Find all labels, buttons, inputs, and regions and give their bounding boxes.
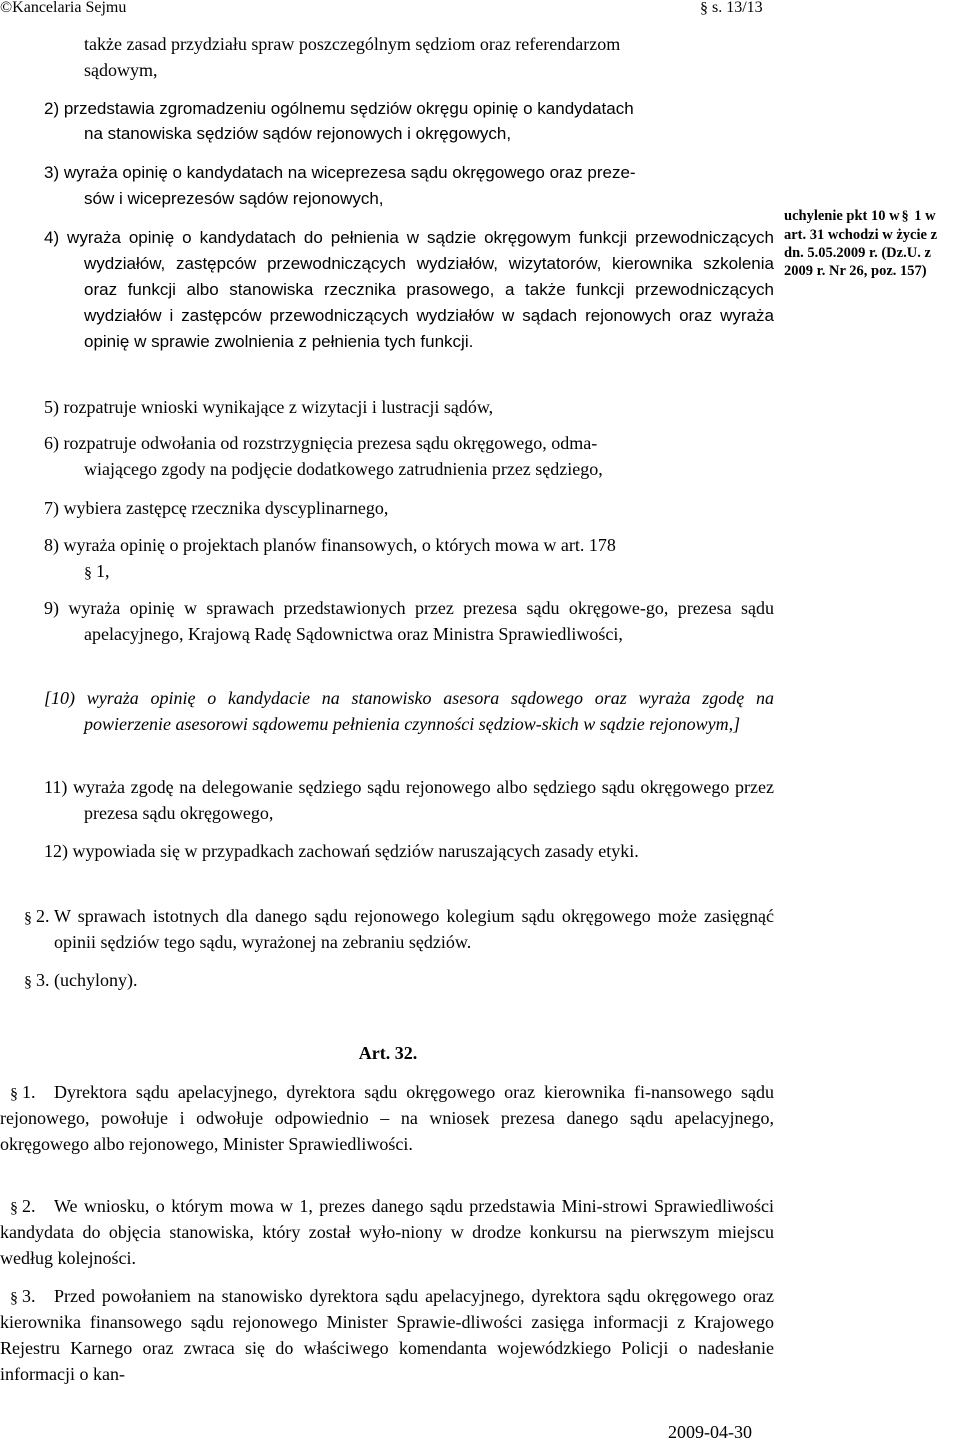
item-8-line-2 [84,558,774,586]
item-8-line-2-text: 1, [96,561,110,581]
section-sign-icon: § [24,910,32,927]
section-sign-icon: § [10,1200,18,1217]
item-5: 5) rozpatruje wnioski wynikające z wizytacji i lustracji sądów, [44,397,494,417]
item-6-line-2: wiającego zgody na podjęcie dodatkowego zatrudnienia przez sędziego, [84,459,603,479]
item-10: [10) wyraża opinię o kandydacie na stanowisko asesora sądowego oraz wyraża zgodę na powierzenie asesorowi sądowemu pełnienia czynności sędziow-skich w sądzie rejonowym,] [44,688,774,734]
footer-date: 2009-04-30 [668,1422,752,1442]
item-11: 11) wyraża zgodę na delegowanie sędziego sądu rejonowego albo sędziego sądu okręgowego przez prezesa sądu okręgowego, [44,777,774,823]
article-section-2-text: We wniosku, o którym mowa w 1, prezes danego sądu przedstawia Mini-strowi Sprawiedliwości kandydata do objęcia stanowiska, który został wyło-niony w drodze konkursu na pierwszym miejscu według kolejności. [0,1196,774,1268]
paragraph-2-number: 2. [36,906,50,926]
section-sign-icon: § [901,209,909,224]
article-title: Art. 32. [358,1043,418,1063]
item-2-line-1: 2) przedstawia zgromadzeniu ogólnemu sędziów okręgu opinię o kandydatach [44,99,634,118]
paragraph-2-text: W sprawach istotnych dla danego sądu rejonowego kolegium sądu okręgowego może zasięgnąć opinii sędziów tego sądu, wyrażonej na zebraniu sędziów. [54,906,774,952]
section-sign-icon: § [700,0,708,17]
item-9: 9) wyraża opinię w sprawach przedstawionych przez prezesa sądu okręgowe-go, prezesa sądu apelacyjnego, Krajową Radę Sądownictwa oraz Ministra Sprawiedliwości, [44,598,774,644]
item-4: 4) wyraża opinię o kandydatach do pełnienia w sądzie okręgowym funkcji przewodniczących wydziałów, zastępców przewodniczących wydziałów, wizytatorów, kierownika szkolenia oraz funkcji albo stanowiska rzecznika prasowego, a także funkcji przewodniczących wydziałów i zastępców przewodniczących wydziałów w sądach rejonowych oraz wyraża opinię w sprawie zwolnienia z pełnienia tych funkcji. [44,228,774,351]
page-number-label: s. 13/13 [712,0,763,16]
item-1-continuation-line-1: także zasad przydziału spraw poszczególnym sędziom oraz referendarzom [84,34,621,54]
paragraph-3-text: (uchylony). [54,970,138,990]
section-sign-icon: § [10,1086,18,1103]
margin-note-text: 1 w art. 31 wchodzi w życie z dn. 5.05.2009 r. (Dz.U. z 2009 r. Nr 26, poz. 157) [784,208,938,279]
paragraph-3-number: 3. [36,970,50,990]
article-section-1-number: 1. [22,1082,36,1102]
item-6-line-1: 6) rozpatruje odwołania od rozstrzygnięcia prezesa sądu okręgowego, odma- [44,433,598,453]
item-3-line-2: sów i wiceprezesów sądów rejonowych, [84,189,384,208]
header-left: ©Kancelaria Sejmu [0,0,127,16]
page-number [700,0,763,17]
item-8-line-1: 8) wyraża opinię o projektach planów finansowych, o których mowa w art. 178 [44,535,616,555]
article-section-2-number: 2. [22,1196,36,1216]
section-sign-icon: § [84,565,92,582]
article-section-1-text: Dyrektora sądu apelacyjnego, dyrektora sądu okręgowego oraz kierownika fi-nansowego sądu rejonowego, powołuje i odwołuje odpowiednio – na wniosek prezesa danego sądu apelacyjnego, okręgowego albo rejonowego, Minister Sprawiedliwości. [0,1082,774,1154]
article-section-3-text: Przed powołaniem na stanowisko dyrektora sądu apelacyjnego, dyrektora sądu okręgowego oraz kierownika finansowego sądu rejonowego Minister Sprawie-dliwości zasięga informacji z Krajowego Rejestru Karnego oraz zwraca się do właściwego komendanta wojewódzkiego Policji o nadesłanie informacji o kan- [0,1286,774,1384]
margin-note-prefix: uchylenie pkt 10 w [784,208,900,224]
item-2-line-2: na stanowiska sędziów sądów rejonowych i okręgowych, [84,124,512,143]
item-7: 7) wybiera zastępcę rzecznika dyscyplinarnego, [44,498,389,518]
article-section-3-number: 3. [22,1286,36,1306]
section-sign-icon: § [10,1290,18,1307]
paragraph-3 [24,967,784,995]
section-sign-icon: § [24,974,32,991]
margin-note [784,207,958,280]
item-3-line-1: 3) wyraża opinię o kandydatach na wiceprezesa sądu okręgowego oraz preze- [44,163,636,182]
item-1-continuation-line-2: sądowym, [84,60,158,80]
item-12: 12) wypowiada się w przypadkach zachowań sędziów naruszających zasady etyki. [44,841,639,861]
